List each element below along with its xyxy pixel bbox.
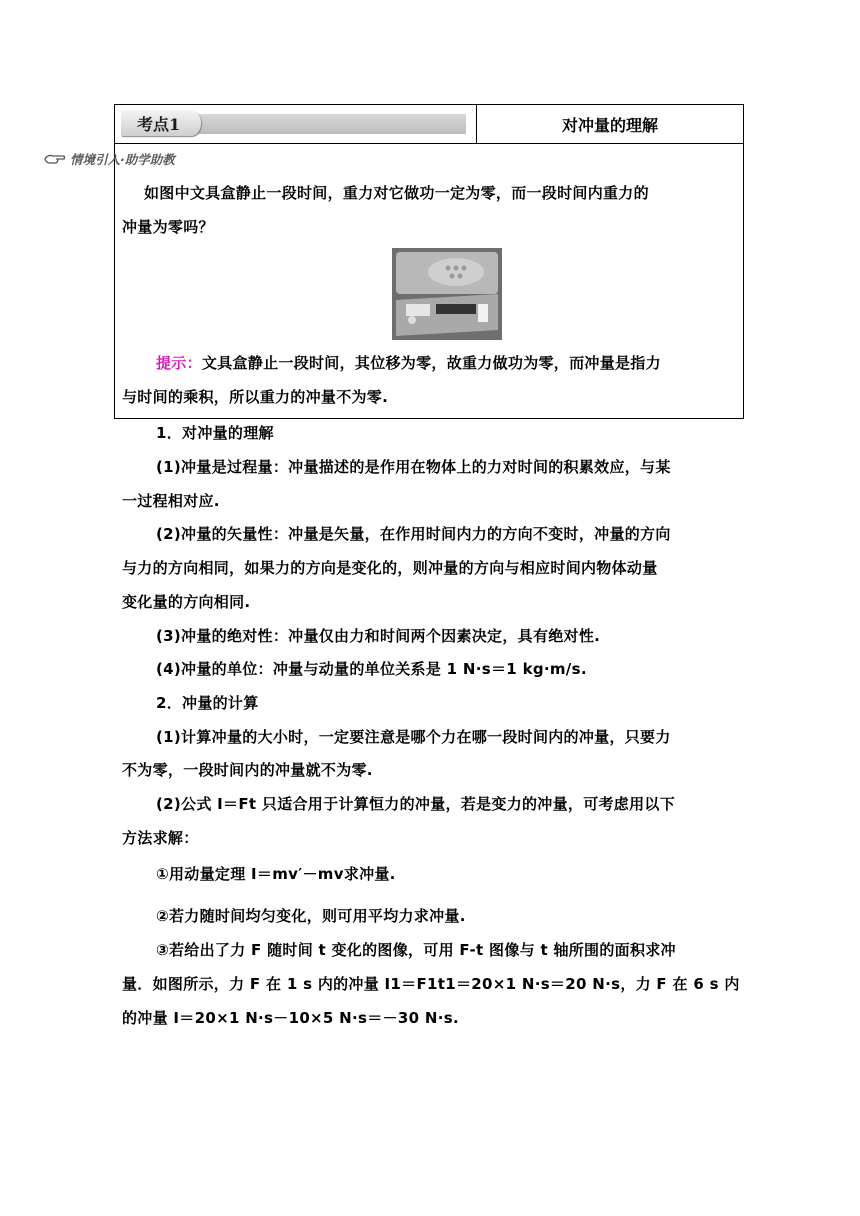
- s1-item4: (4)冲量的单位：冲量与动量的单位关系是 1 N·s＝1 kg·m/s.: [156, 660, 587, 678]
- s2-method3-line2: 量．如图所示，力 F 在 1 s 内的冲量 I1＝F1t1＝20×1 N·s＝20 N·s，力 F 在 6 s 内: [122, 975, 740, 993]
- topic-badge: 考点1: [121, 110, 201, 136]
- s1-item1-line1: (1)冲量是过程量：冲量描述的是作用在物体上的力对时间的积累效应，与某: [156, 458, 671, 476]
- s2-item2-line2: 方法求解：: [122, 829, 199, 847]
- section2-heading: 2．冲量的计算: [156, 694, 259, 712]
- hint-line-1: [156, 346, 661, 380]
- hint-text-1: 文具盒静止一段时间，其位移为零，故重力做功为零，而冲量是指力: [201, 354, 661, 372]
- s1-item1-line2: 一过程相对应.: [122, 492, 220, 510]
- topic-header-table: [114, 104, 744, 144]
- hint-line-2: 与时间的乘积，所以重力的冲量不为零.: [122, 388, 389, 406]
- hint-label: 提示：: [156, 354, 202, 372]
- scenario-label-text: 情境引入·助学助教: [70, 152, 175, 167]
- scenario-label: [44, 150, 175, 168]
- s1-item3: (3)冲量的绝对性：冲量仅由力和时间两个因素决定，具有绝对性.: [156, 627, 601, 645]
- s2-method3-line1: ③若给出了力 F 随时间 t 变化的图像，可用 F-t 图像与 t 轴所围的面积求冲: [156, 941, 676, 959]
- s2-item2-line1: (2)公式 I＝Ft 只适合用于计算恒力的冲量，若是变力的冲量，可考虑用以下: [156, 795, 675, 813]
- s2-method2: ②若力随时间均匀变化，则可用平均力求冲量.: [156, 907, 466, 925]
- question-line-1: 如图中文具盒静止一段时间，重力对它做功一定为零，而一段时间内重力的: [144, 184, 649, 202]
- s2-method3-line3: 的冲量 I＝20×1 N·s－10×5 N·s＝－30 N·s.: [122, 1009, 459, 1027]
- s2-item1-line1: (1)计算冲量的大小时，一定要注意是哪个力在哪一段时间内的冲量，只要力: [156, 728, 671, 746]
- pencil-box-image: [392, 248, 502, 340]
- s2-method1: ①用动量定理 I＝mv′－mv求冲量.: [156, 865, 396, 883]
- question-line-2: 冲量为零吗？: [122, 218, 214, 236]
- s1-item2-line1: (2)冲量的矢量性：冲量是矢量，在作用时间内力的方向不变时，冲量的方向: [156, 525, 671, 543]
- topic-title: 对冲量的理解: [561, 115, 658, 135]
- topic-badge-cell: [115, 105, 477, 143]
- s1-item2-line3: 变化量的方向相同.: [122, 593, 251, 611]
- s2-item1-line2: 不为零，一段时间内的冲量就不为零.: [122, 761, 373, 779]
- pencil-box-photo: [392, 248, 502, 340]
- section1-heading: 1．对冲量的理解: [156, 424, 274, 442]
- s1-item2-line2: 与力的方向相同，如果力的方向是变化的，则冲量的方向与相应时间内物体动量: [122, 559, 658, 577]
- hand-pointer-icon: [44, 153, 66, 165]
